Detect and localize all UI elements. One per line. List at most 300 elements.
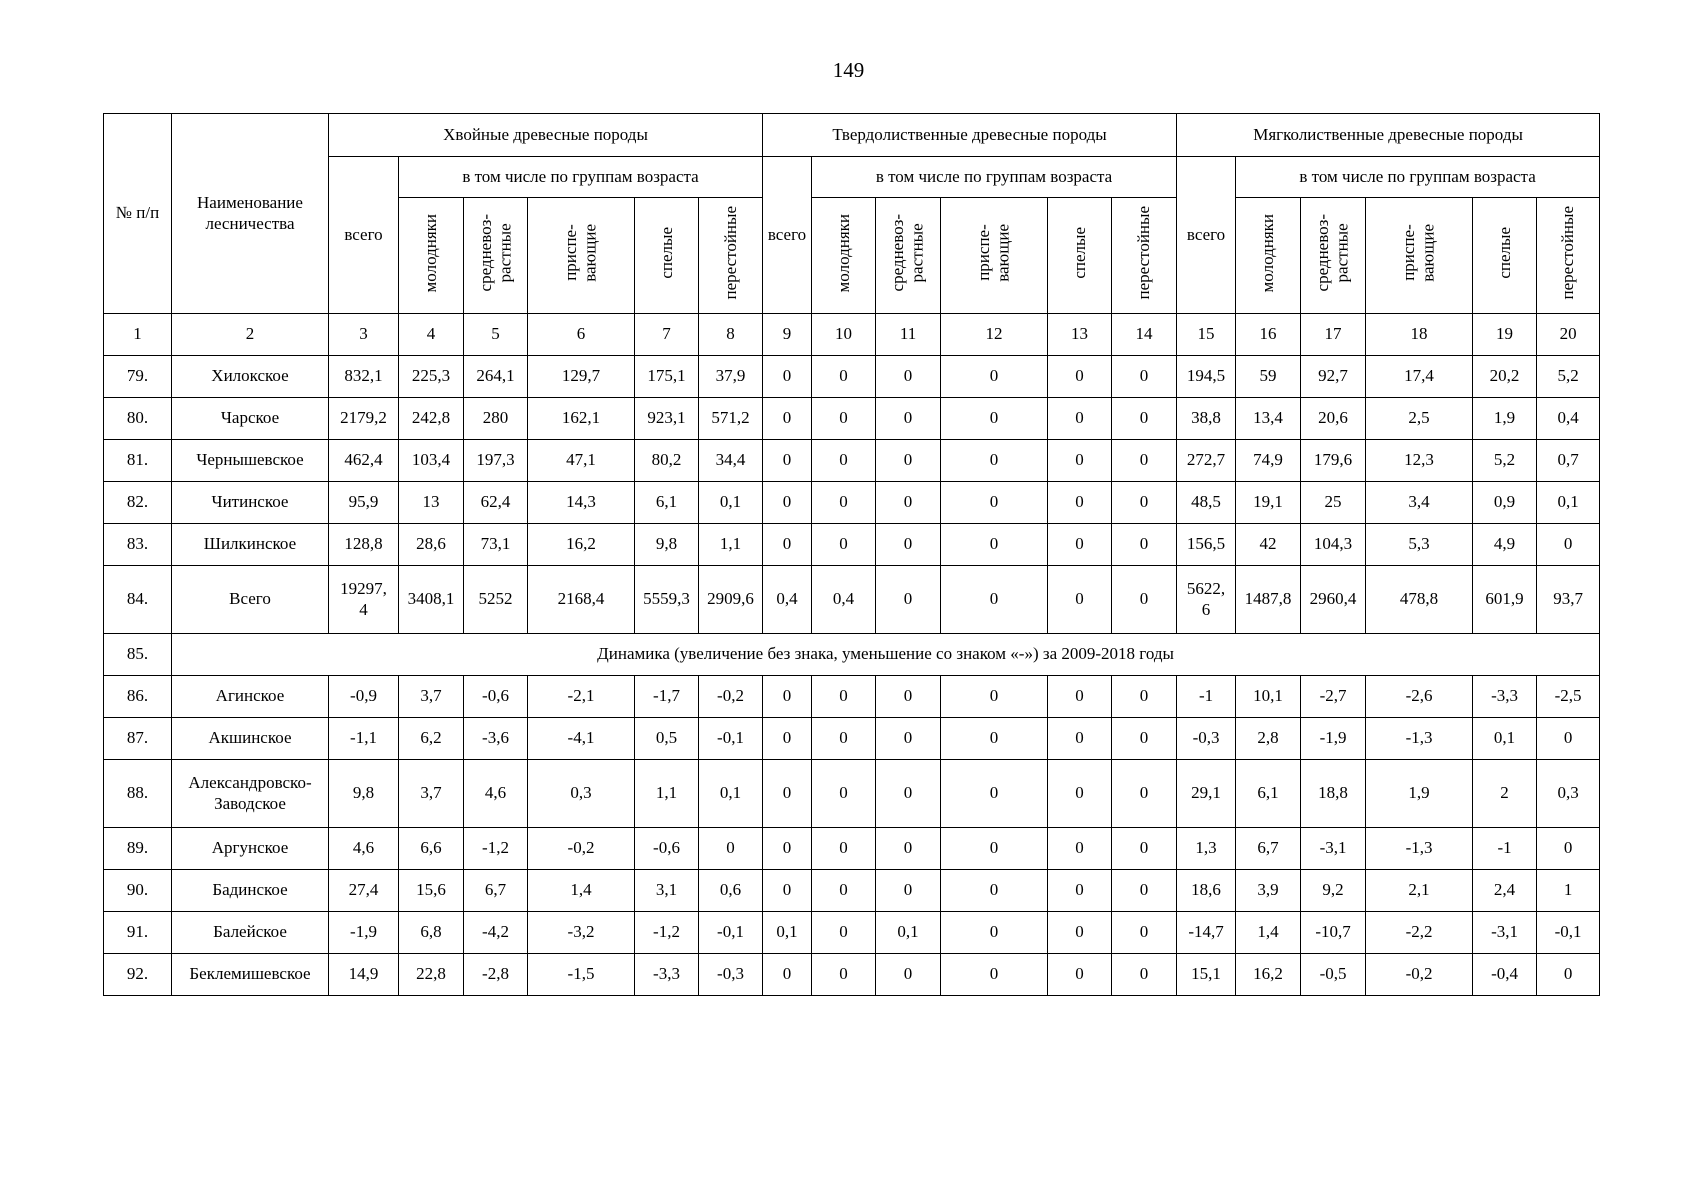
row-number: 80. [104, 398, 172, 440]
row-value: -1,1 [329, 718, 399, 760]
header-age [1048, 198, 1112, 314]
row-value: 0 [1112, 356, 1177, 398]
row-value: -3,1 [1473, 912, 1537, 954]
row-value: -2,6 [1366, 676, 1473, 718]
row-value: 0,1 [763, 912, 812, 954]
table-row [104, 870, 1600, 912]
row-value: 4,6 [329, 828, 399, 870]
row-value: 156,5 [1177, 524, 1236, 566]
row-value: 0 [1112, 870, 1177, 912]
row-value: -0,2 [1366, 954, 1473, 996]
row-value: 0 [941, 828, 1048, 870]
header-age-label: средневоз- растные [475, 214, 515, 292]
row-value: 1,3 [1177, 828, 1236, 870]
row-value: 0 [763, 398, 812, 440]
row-value: -0,1 [699, 718, 763, 760]
row-value: 9,8 [329, 760, 399, 828]
row-value: 0 [812, 870, 876, 912]
row-value: 2 [1473, 760, 1537, 828]
row-value: 104,3 [1301, 524, 1366, 566]
row-value: 0 [812, 954, 876, 996]
row-value: 12,3 [1366, 440, 1473, 482]
column-number: 13 [1048, 314, 1112, 356]
row-value: 0 [1048, 676, 1112, 718]
row-value: -1 [1177, 676, 1236, 718]
row-value: 3,7 [399, 676, 464, 718]
row-value: 42 [1236, 524, 1301, 566]
header-age-label: приспе- вающие [561, 223, 600, 282]
table-row [104, 760, 1600, 828]
row-value: 0 [1048, 482, 1112, 524]
table-row [104, 356, 1600, 398]
row-value: -2,7 [1301, 676, 1366, 718]
row-value: 0 [812, 760, 876, 828]
row-value: 0 [1048, 398, 1112, 440]
row-value: 3408,1 [399, 566, 464, 634]
row-value: 6,6 [399, 828, 464, 870]
row-value: 0 [1048, 912, 1112, 954]
row-value: 74,9 [1236, 440, 1301, 482]
row-value: -0,4 [1473, 954, 1537, 996]
row-value: -2,1 [528, 676, 635, 718]
row-value: 14,3 [528, 482, 635, 524]
row-value: -0,9 [329, 676, 399, 718]
column-number: 11 [876, 314, 941, 356]
row-number: 92. [104, 954, 172, 996]
row-value: 571,2 [699, 398, 763, 440]
column-number: 10 [812, 314, 876, 356]
header-age [1473, 198, 1537, 314]
row-value: 6,7 [464, 870, 528, 912]
row-value: 1487,8 [1236, 566, 1301, 634]
row-value: -1,5 [528, 954, 635, 996]
row-value: -4,2 [464, 912, 528, 954]
row-value: -2,5 [1537, 676, 1600, 718]
header-age-label: перестойные [1558, 206, 1578, 300]
row-value: 6,1 [1236, 760, 1301, 828]
header-age-label: перестойные [720, 206, 740, 300]
row-value: -0,5 [1301, 954, 1366, 996]
header-age [1112, 198, 1177, 314]
row-value: 5,3 [1366, 524, 1473, 566]
row-value: 14,9 [329, 954, 399, 996]
row-value: -2,2 [1366, 912, 1473, 954]
row-value: 0 [812, 440, 876, 482]
row-value: -10,7 [1301, 912, 1366, 954]
row-value: 128,8 [329, 524, 399, 566]
row-number: 87. [104, 718, 172, 760]
row-value: 0 [876, 524, 941, 566]
row-value: 0 [1537, 828, 1600, 870]
row-value: 462,4 [329, 440, 399, 482]
row-value: 19,1 [1236, 482, 1301, 524]
row-name: Аргунское [172, 828, 329, 870]
row-value: -1,2 [464, 828, 528, 870]
table-row [104, 676, 1600, 718]
column-number: 16 [1236, 314, 1301, 356]
row-value: 13,4 [1236, 398, 1301, 440]
row-value: 20,6 [1301, 398, 1366, 440]
row-value: 103,4 [399, 440, 464, 482]
row-value: 242,8 [399, 398, 464, 440]
header-age [699, 198, 763, 314]
header-subgroup: в том числе по группам возраста [1236, 157, 1600, 198]
row-value: 0 [812, 398, 876, 440]
header-age [1236, 198, 1301, 314]
header-age [635, 198, 699, 314]
row-value: -3,3 [635, 954, 699, 996]
column-number: 18 [1366, 314, 1473, 356]
row-value: 2960,4 [1301, 566, 1366, 634]
row-value: -1,3 [1366, 828, 1473, 870]
row-value: -3,6 [464, 718, 528, 760]
header-age-label: приспе- вающие [1399, 223, 1439, 282]
header-age [941, 198, 1048, 314]
row-value: 478,8 [1366, 566, 1473, 634]
row-value: 0 [699, 828, 763, 870]
header-age [399, 198, 464, 314]
row-value: -1,7 [635, 676, 699, 718]
column-number: 1 [104, 314, 172, 356]
row-value: 225,3 [399, 356, 464, 398]
row-value: 25 [1301, 482, 1366, 524]
header-age-label: молодняки [421, 213, 441, 293]
row-value: -3,2 [528, 912, 635, 954]
header-age-label: приспе- вающие [974, 223, 1014, 282]
row-value: 62,4 [464, 482, 528, 524]
row-value: -14,7 [1177, 912, 1236, 954]
header-subgroup: в том числе по группам возраста [812, 157, 1177, 198]
row-value: 2909,6 [699, 566, 763, 634]
header-age-label: средневоз- растные [888, 214, 928, 292]
row-number: 82. [104, 482, 172, 524]
row-value: -1,2 [635, 912, 699, 954]
row-value: 3,1 [635, 870, 699, 912]
header-subgroup: в том числе по группам возраста [399, 157, 763, 198]
row-value: -2,8 [464, 954, 528, 996]
row-value: 0,1 [699, 482, 763, 524]
row-value: 0 [941, 954, 1048, 996]
row-value: 2168,4 [528, 566, 635, 634]
row-value: 15,6 [399, 870, 464, 912]
row-value: -0,3 [699, 954, 763, 996]
row-value: 272,7 [1177, 440, 1236, 482]
row-value: 0 [1048, 524, 1112, 566]
header-age-label: спелые [1494, 226, 1514, 279]
table-row [104, 398, 1600, 440]
row-value: -0,2 [699, 676, 763, 718]
row-value: 0,4 [812, 566, 876, 634]
row-value: 4,9 [1473, 524, 1537, 566]
header-hardwood: Твердолиственные древесные породы [763, 114, 1177, 157]
page-number: 149 [832, 58, 865, 82]
row-value: 0,1 [1473, 718, 1537, 760]
row-value: 2,5 [1366, 398, 1473, 440]
row-value: 264,1 [464, 356, 528, 398]
row-name: Хилокское [172, 356, 329, 398]
row-value: -0,2 [528, 828, 635, 870]
row-value: -0,1 [699, 912, 763, 954]
row-value: 48,5 [1177, 482, 1236, 524]
row-value: 28,6 [399, 524, 464, 566]
row-value: 0 [763, 870, 812, 912]
column-number: 2 [172, 314, 329, 356]
row-value: 0 [812, 828, 876, 870]
row-value: -4,1 [528, 718, 635, 760]
row-number: 79. [104, 356, 172, 398]
row-value: 0 [876, 482, 941, 524]
row-value: 601,9 [1473, 566, 1537, 634]
row-value: 6,1 [635, 482, 699, 524]
row-value: 0 [1112, 440, 1177, 482]
row-name: Александровско- Заводское [172, 760, 329, 828]
row-value: 80,2 [635, 440, 699, 482]
row-value: 0 [1112, 954, 1177, 996]
row-value: 37,9 [699, 356, 763, 398]
column-number: 15 [1177, 314, 1236, 356]
dynamics-text: Динамика (увеличение без знака, уменьшение со знаком «-») за 2009-2018 годы [172, 634, 1600, 676]
header-age [464, 198, 528, 314]
row-value: 0 [763, 718, 812, 760]
row-value: 16,2 [1236, 954, 1301, 996]
row-value: 0 [1112, 912, 1177, 954]
row-value: 29,1 [1177, 760, 1236, 828]
table-row [104, 828, 1600, 870]
row-value: 5,2 [1473, 440, 1537, 482]
row-name: Шилкинское [172, 524, 329, 566]
row-value: 10,1 [1236, 676, 1301, 718]
row-value: 0 [1048, 718, 1112, 760]
column-number: 9 [763, 314, 812, 356]
header-softwood: Мягколиственные древесные породы [1177, 114, 1600, 157]
row-value: 0 [763, 524, 812, 566]
row-value: -0,6 [464, 676, 528, 718]
row-value: 0 [941, 524, 1048, 566]
row-value: 18,8 [1301, 760, 1366, 828]
row-number: 90. [104, 870, 172, 912]
row-value: 0 [941, 566, 1048, 634]
row-value: 0 [941, 718, 1048, 760]
row-value: 0 [1112, 760, 1177, 828]
row-value: 2,8 [1236, 718, 1301, 760]
row-value: 0 [876, 870, 941, 912]
header-age-label: молодняки [1258, 213, 1278, 293]
row-value: 197,3 [464, 440, 528, 482]
header-age-label: перестойные [1134, 206, 1154, 300]
header-age [812, 198, 876, 314]
header-age [1301, 198, 1366, 314]
row-number: 83. [104, 524, 172, 566]
row-value: 15,1 [1177, 954, 1236, 996]
row-value: -1 [1473, 828, 1537, 870]
row-value: 2,4 [1473, 870, 1537, 912]
row-value: 0 [763, 676, 812, 718]
row-value: 2,1 [1366, 870, 1473, 912]
column-number: 8 [699, 314, 763, 356]
row-value: 0,1 [699, 760, 763, 828]
row-value: -1,9 [329, 912, 399, 954]
row-value: 0 [1048, 828, 1112, 870]
table-row [104, 954, 1600, 996]
header-name: Наименование лесничества [172, 114, 329, 314]
row-value: 5,2 [1537, 356, 1600, 398]
row-value: 0 [876, 566, 941, 634]
row-value: 0 [1112, 718, 1177, 760]
row-value: 20,2 [1473, 356, 1537, 398]
row-value: 194,5 [1177, 356, 1236, 398]
row-value: 0 [876, 760, 941, 828]
dynamics-row [104, 634, 1600, 676]
row-value: 0 [763, 440, 812, 482]
row-name: Чарское [172, 398, 329, 440]
row-value: -1,9 [1301, 718, 1366, 760]
row-value: 0 [1112, 482, 1177, 524]
row-number: 86. [104, 676, 172, 718]
row-value: 0 [941, 760, 1048, 828]
row-value: -0,6 [635, 828, 699, 870]
row-value: 1,4 [1236, 912, 1301, 954]
header-total: всего [1177, 157, 1236, 314]
row-value: 34,4 [699, 440, 763, 482]
row-value: 0 [876, 718, 941, 760]
row-value: -3,1 [1301, 828, 1366, 870]
row-value: 0 [812, 482, 876, 524]
column-number: 14 [1112, 314, 1177, 356]
row-name: Агинское [172, 676, 329, 718]
row-name: Чернышевское [172, 440, 329, 482]
row-value: 0,3 [1537, 760, 1600, 828]
row-value: 0 [812, 718, 876, 760]
row-value: 0 [941, 482, 1048, 524]
row-value: 0 [1112, 566, 1177, 634]
header-age [876, 198, 941, 314]
row-value: 0 [876, 440, 941, 482]
row-name: Читинское [172, 482, 329, 524]
row-value: 27,4 [329, 870, 399, 912]
row-value: 280 [464, 398, 528, 440]
row-value: 5559,3 [635, 566, 699, 634]
column-number: 7 [635, 314, 699, 356]
row-value: 0 [812, 524, 876, 566]
row-value: 0 [1537, 524, 1600, 566]
column-number: 5 [464, 314, 528, 356]
row-value: 6,8 [399, 912, 464, 954]
header-conifer: Хвойные древесные породы [329, 114, 763, 157]
row-value: 0,7 [1537, 440, 1600, 482]
row-number: 81. [104, 440, 172, 482]
row-value: 0 [941, 356, 1048, 398]
row-value: 162,1 [528, 398, 635, 440]
row-value: 1 [1537, 870, 1600, 912]
header-age-label: спелые [656, 226, 676, 279]
row-value: 0,4 [1537, 398, 1600, 440]
row-value: 1,9 [1473, 398, 1537, 440]
row-value: 6,7 [1236, 828, 1301, 870]
row-value: 0,1 [1537, 482, 1600, 524]
table-row [104, 718, 1600, 760]
row-value: 832,1 [329, 356, 399, 398]
row-value: 1,9 [1366, 760, 1473, 828]
row-value: 3,9 [1236, 870, 1301, 912]
row-value: 0 [1112, 828, 1177, 870]
row-value: 1,1 [699, 524, 763, 566]
row-value: 0,4 [763, 566, 812, 634]
column-number: 17 [1301, 314, 1366, 356]
row-value: 0 [1048, 440, 1112, 482]
row-value: 0 [941, 676, 1048, 718]
row-value: -0,1 [1537, 912, 1600, 954]
row-name: Беклемишевское [172, 954, 329, 996]
row-value: 5622, 6 [1177, 566, 1236, 634]
row-value: 0 [1048, 954, 1112, 996]
row-value: 73,1 [464, 524, 528, 566]
header-age-label: средневоз- растные [1313, 214, 1353, 292]
row-value: 0 [1048, 356, 1112, 398]
forest-data-table [103, 113, 1600, 996]
row-value: 0,1 [876, 912, 941, 954]
header-age [1537, 198, 1600, 314]
row-value: 0 [1112, 524, 1177, 566]
table-row [104, 440, 1600, 482]
row-value: 92,7 [1301, 356, 1366, 398]
row-value: 95,9 [329, 482, 399, 524]
header-age [1366, 198, 1473, 314]
row-value: -1,3 [1366, 718, 1473, 760]
row-value: 0 [876, 954, 941, 996]
table-row [104, 566, 1600, 634]
header-num: № п/п [104, 114, 172, 314]
header-total: всего [763, 157, 812, 314]
row-value: 0 [763, 482, 812, 524]
header-age-label: спелые [1069, 226, 1089, 279]
row-value: 175,1 [635, 356, 699, 398]
row-value: 0 [1112, 676, 1177, 718]
row-value: 0,9 [1473, 482, 1537, 524]
row-value: 0 [876, 356, 941, 398]
row-name: Всего [172, 566, 329, 634]
row-number: 85. [104, 634, 172, 676]
row-value: 13 [399, 482, 464, 524]
row-name: Балейское [172, 912, 329, 954]
row-number: 88. [104, 760, 172, 828]
column-number: 20 [1537, 314, 1600, 356]
row-value: 0 [1048, 760, 1112, 828]
row-value: 47,1 [528, 440, 635, 482]
row-value: 4,6 [464, 760, 528, 828]
header-age-label: молодняки [833, 213, 853, 293]
row-value: 17,4 [1366, 356, 1473, 398]
row-value: 0 [876, 828, 941, 870]
row-value: 0 [1537, 954, 1600, 996]
row-number: 91. [104, 912, 172, 954]
row-value: 0 [1112, 398, 1177, 440]
row-value: 16,2 [528, 524, 635, 566]
row-value: 0 [876, 676, 941, 718]
row-value: 1,1 [635, 760, 699, 828]
row-value: 0 [941, 870, 1048, 912]
row-value: 0 [1048, 566, 1112, 634]
row-value: 59 [1236, 356, 1301, 398]
row-value: 9,8 [635, 524, 699, 566]
row-value: 0 [763, 828, 812, 870]
row-value: 22,8 [399, 954, 464, 996]
row-value: 0 [812, 912, 876, 954]
column-number: 4 [399, 314, 464, 356]
row-value: 0,5 [635, 718, 699, 760]
row-value: 2179,2 [329, 398, 399, 440]
table-row [104, 482, 1600, 524]
row-value: 18,6 [1177, 870, 1236, 912]
